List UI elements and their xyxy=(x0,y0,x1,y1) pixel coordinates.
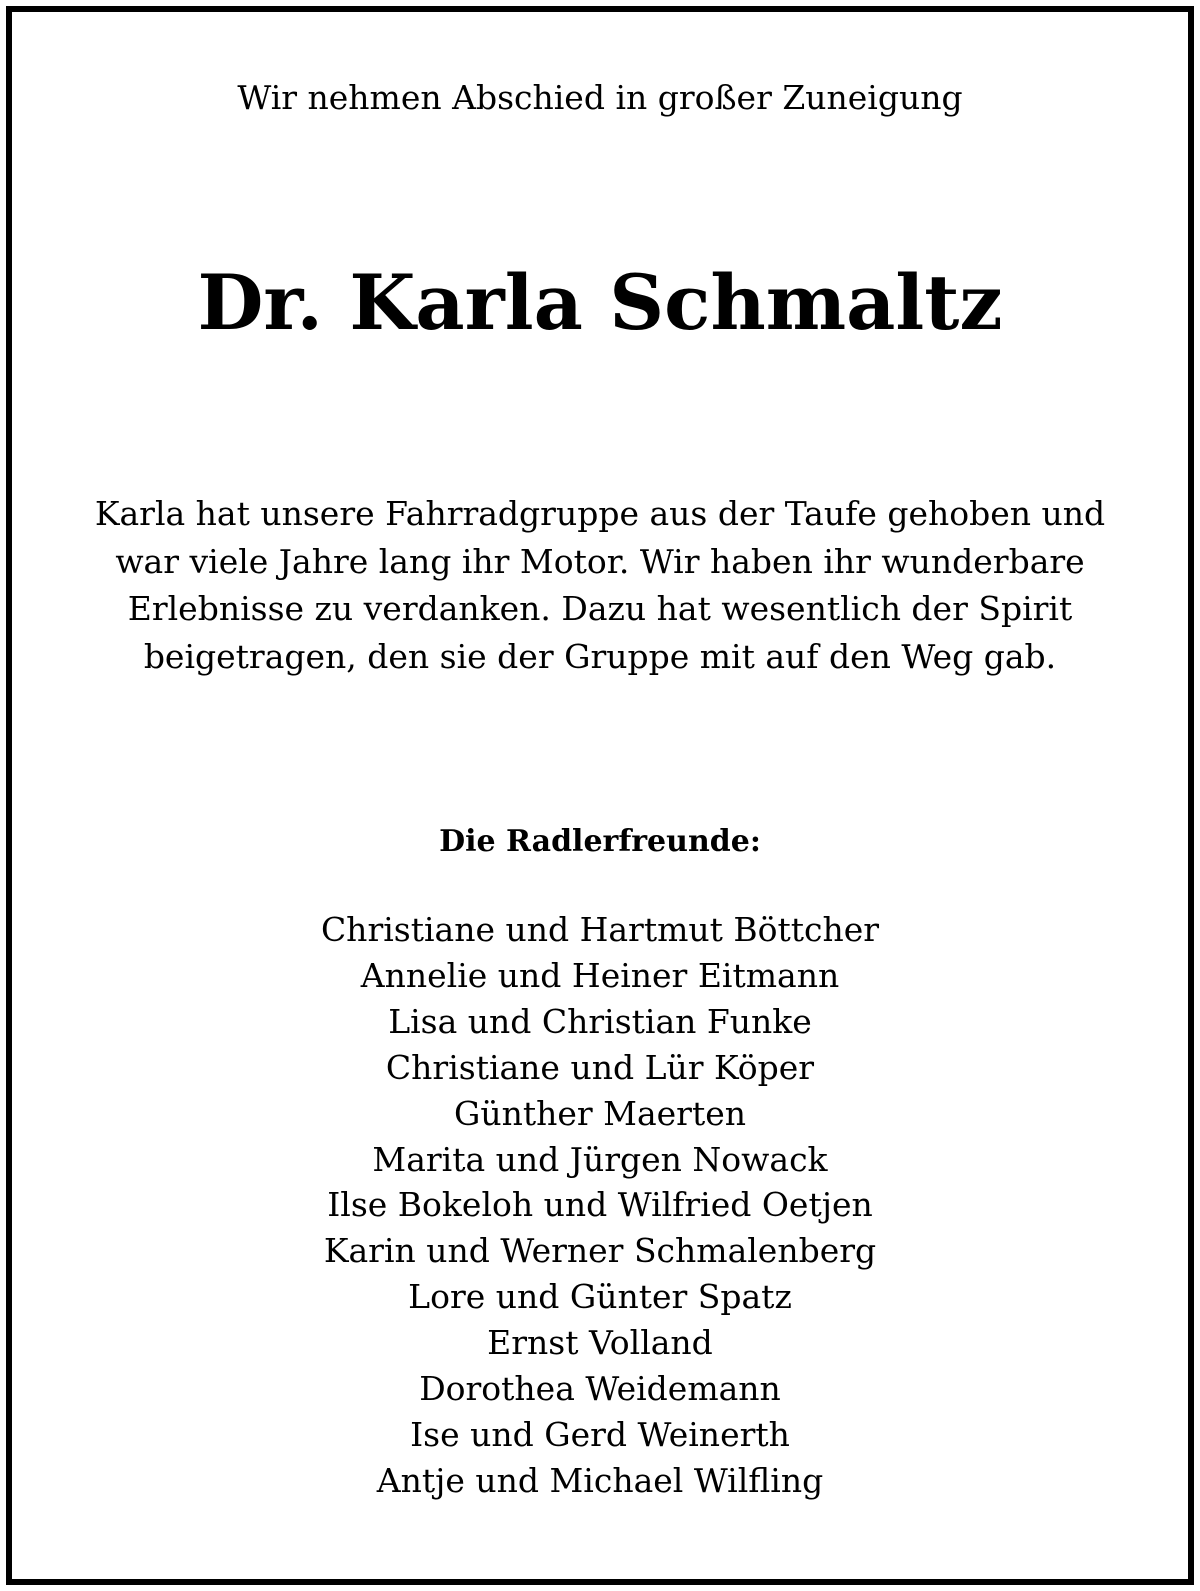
member-name: Marita und Jürgen Nowack xyxy=(372,1139,828,1179)
tribute-line: beigetragen, den sie der Gruppe mit auf den Weg gab. xyxy=(143,636,1057,676)
tribute-line: Erlebnisse zu verdanken. Dazu hat wesentlich der Spirit xyxy=(127,589,1073,628)
member-list xyxy=(0,907,1200,1504)
member-name: Dorothea Weidemann xyxy=(419,1369,781,1409)
member-name: Günther Maerten xyxy=(454,1093,746,1133)
tribute-text xyxy=(0,490,1200,680)
member-name: Antje und Michael Wilfling xyxy=(376,1460,824,1500)
member-name: Annelie und Heiner Eitmann xyxy=(360,955,840,995)
member-name: Ise und Gerd Weinerth xyxy=(410,1414,790,1454)
member-name: Ernst Volland xyxy=(487,1323,713,1363)
member-name: Karin und Werner Schmalenberg xyxy=(323,1231,877,1271)
tribute-line: Karla hat unsere Fahrradgruppe aus der Taufe gehoben und xyxy=(94,494,1106,533)
intro-text: Wir nehmen Abschied in großer Zuneigung xyxy=(237,78,963,117)
tribute-line: war viele Jahre lang ihr Motor. Wir haben ihr wunderbare xyxy=(115,541,1085,581)
member-name: Ilse Bokeloh und Wilfried Oetjen xyxy=(327,1185,873,1225)
deceased-name: Dr. Karla Schmaltz xyxy=(197,258,1003,347)
member-name: Lore und Günter Spatz xyxy=(408,1277,792,1317)
group-heading: Die Radlerfreunde: xyxy=(439,824,761,859)
member-name: Lisa und Christian Funke xyxy=(388,1001,812,1041)
member-name: Christiane und Lür Köper xyxy=(385,1047,815,1087)
member-name: Christiane und Hartmut Böttcher xyxy=(320,910,880,949)
